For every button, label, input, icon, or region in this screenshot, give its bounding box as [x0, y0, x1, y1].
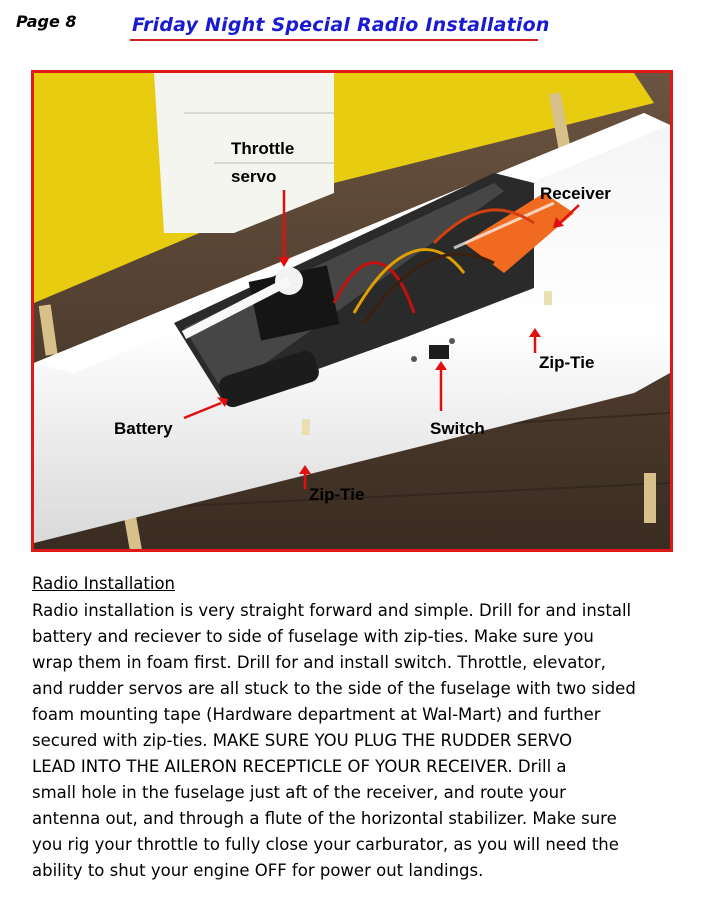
throttle-servo-label-line2: servo: [231, 167, 277, 186]
body-line: secured with zip-ties. MAKE SURE YOU PLUG THE RUDDER SERVO: [32, 731, 573, 750]
switch-label: Switch: [430, 419, 485, 438]
body-line: and rudder servos are all stuck to the side of the fuselage with two sided: [32, 679, 636, 698]
body-line: ability to shut your engine OFF for power out landings.: [32, 861, 484, 880]
installation-photo: [31, 70, 673, 552]
body-line: Radio installation is very straight forward and simple. Drill for and install: [32, 601, 632, 620]
receiver-label: Receiver: [540, 184, 611, 203]
battery-label: Battery: [114, 419, 173, 438]
photo-illustration: [34, 73, 670, 549]
zip-tie-right-label: Zip-Tie: [539, 353, 595, 372]
page-title: Friday Night Special Radio Installation: [132, 14, 550, 36]
title-underline: [130, 39, 538, 41]
body-line: battery and reciever to side of fuselage with zip-ties. Make sure you: [32, 627, 594, 646]
body-line: wrap them in foam first. Drill for and install switch. Throttle, elevator,: [32, 653, 606, 672]
zip-tie-bottom-label: Zip-Tie: [309, 485, 365, 504]
body-line: LEAD INTO THE AILERON RECEPTICLE OF YOUR RECEIVER. Drill a: [32, 757, 567, 776]
page-number: Page 8: [16, 12, 77, 31]
body-line: foam mounting tape (Hardware department at Wal-Mart) and further: [32, 705, 601, 724]
body-paragraph: [32, 598, 702, 884]
section-heading: Radio Installation: [32, 574, 175, 593]
body-line: you rig your throttle to fully close your carburator, as you will need the: [32, 835, 619, 854]
body-line: antenna out, and through a flute of the horizontal stabilizer. Make sure: [32, 809, 617, 828]
body-line: small hole in the fuselage just aft of the receiver, and route your: [32, 783, 566, 802]
throttle-servo-label-line1: Throttle: [231, 139, 295, 158]
